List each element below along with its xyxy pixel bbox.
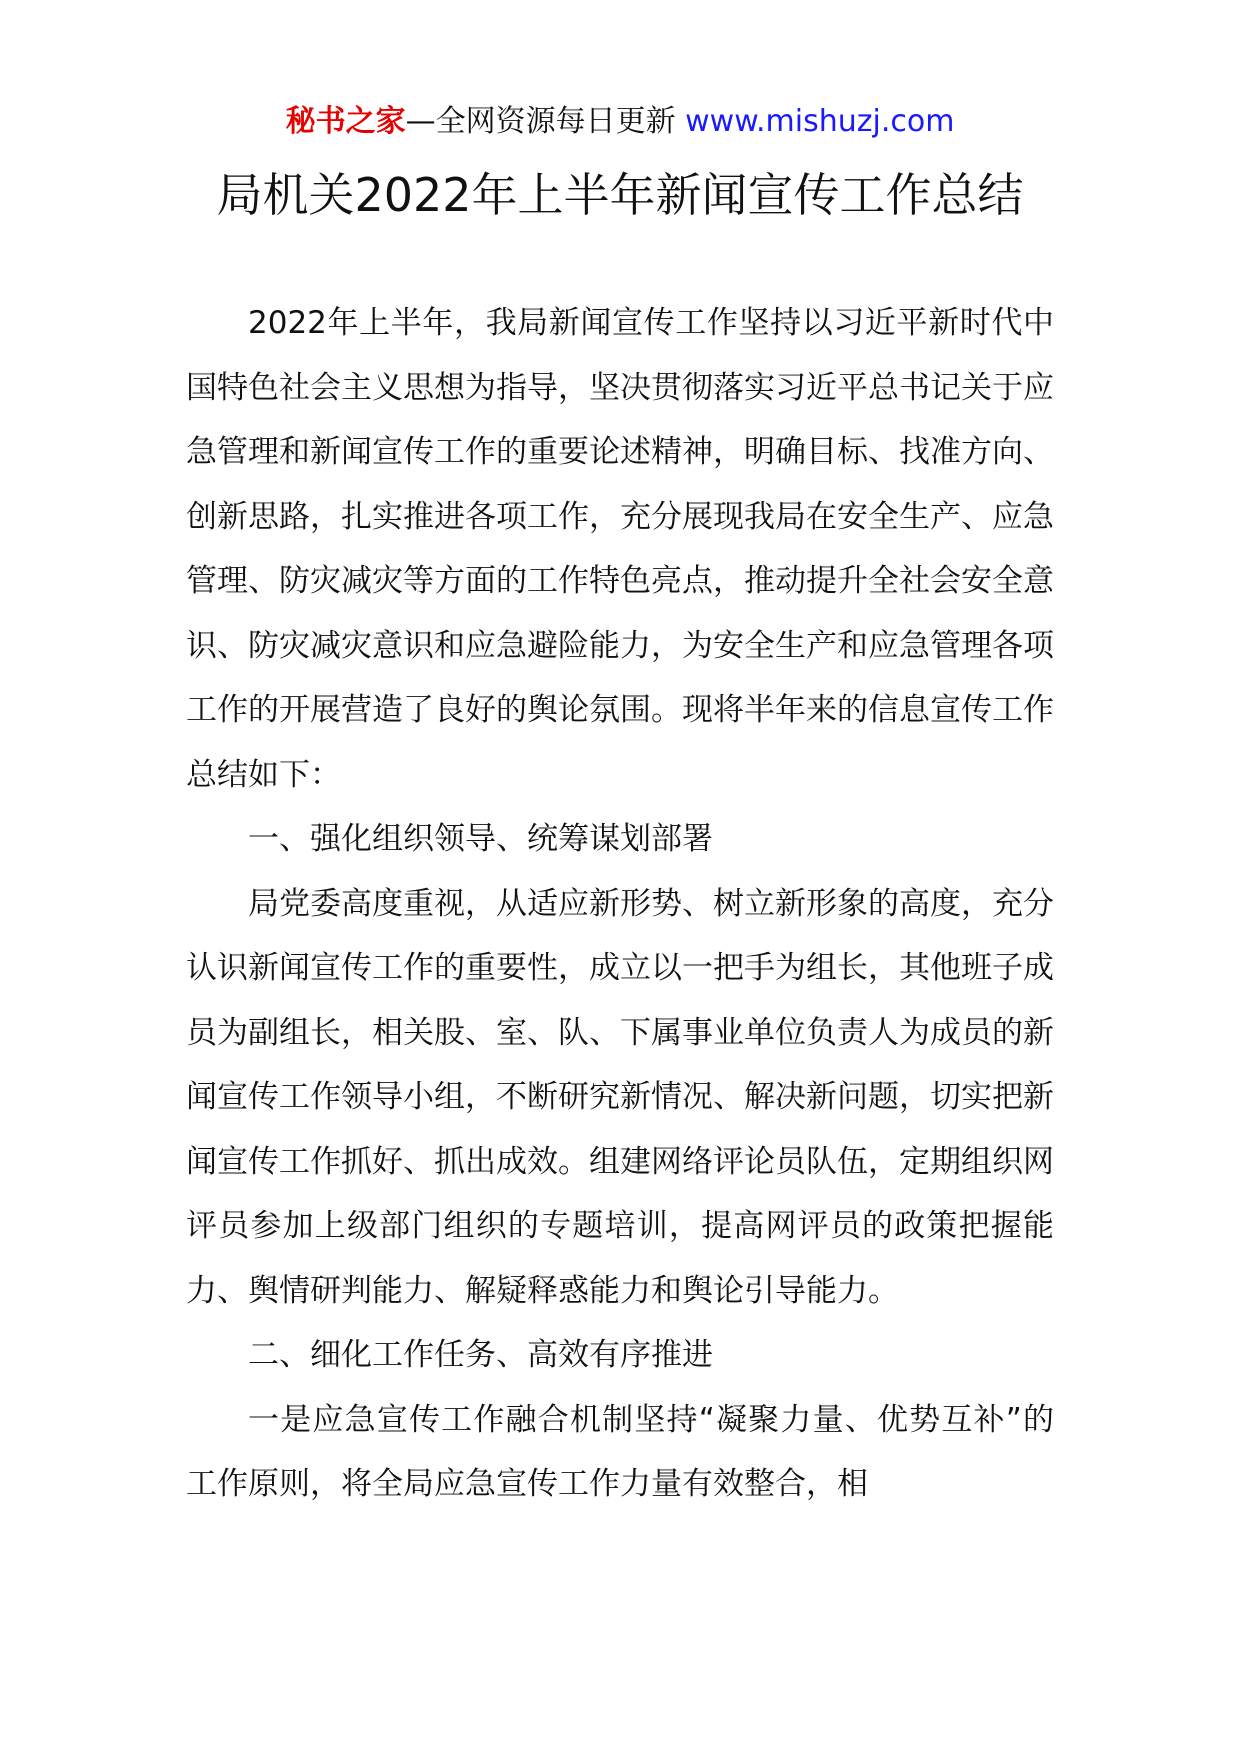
document-title: 局机关2022年上半年新闻宣传工作总结 bbox=[216, 168, 1024, 222]
section-heading-2: 二、细化工作任务、高效有序推进 bbox=[248, 1337, 713, 1373]
section-2-paragraph: 一是应急宣传工作融合机制坚持“凝聚力量、优势互补”的工作原则，将全局应急宣传工作力量有效整合，相 bbox=[186, 1401, 1054, 1502]
section-heading-1: 一、强化组织领导、统筹谋划部署 bbox=[248, 821, 713, 857]
intro-paragraph: 2022年上半年，我局新闻宣传工作坚持以习近平新时代中国特色社会主义思想为指导，坚决贯彻落实习近平总书记关于应急管理和新闻宣传工作的重要论述精神，明确目标、找准方向、创新思路，扎实推进各项工作，充分展现我局在安全生产、应急管理、防灾减灾等方面的工作特色亮点，推动提升全社会安全意识、防灾减灾意识和应急避险能力，为安全生产和应急管理各项工作的开展营造了良好的舆论氛围。现将半年来的信息宣传工作总结如下： bbox=[186, 305, 1054, 793]
banner-tagline: —全网资源每日更新 bbox=[405, 104, 686, 139]
brand-name: 秘书之家 bbox=[285, 104, 406, 139]
section-1-paragraph: 局党委高度重视，从适应新形势、树立新形象的高度，充分认识新闻宣传工作的重要性，成立以一把手为组长，其他班子成员为副组长，相关股、室、队、下属事业单位负责人为成员的新闻宣传工作领导小组，不断研究新情况、解决新问题，切实把新闻宣传工作抓好、抓出成效。组建网络评论员队伍，定期组织网评员参加上级部门组织的专题培训，提高网评员的政策把握能力、舆情研判能力、解疑释惑能力和舆论引导能力。 bbox=[186, 885, 1054, 1309]
site-url-link[interactable]: www.mishuzj.com bbox=[685, 104, 955, 139]
site-banner bbox=[0, 102, 1240, 142]
document-body bbox=[186, 291, 1054, 1517]
